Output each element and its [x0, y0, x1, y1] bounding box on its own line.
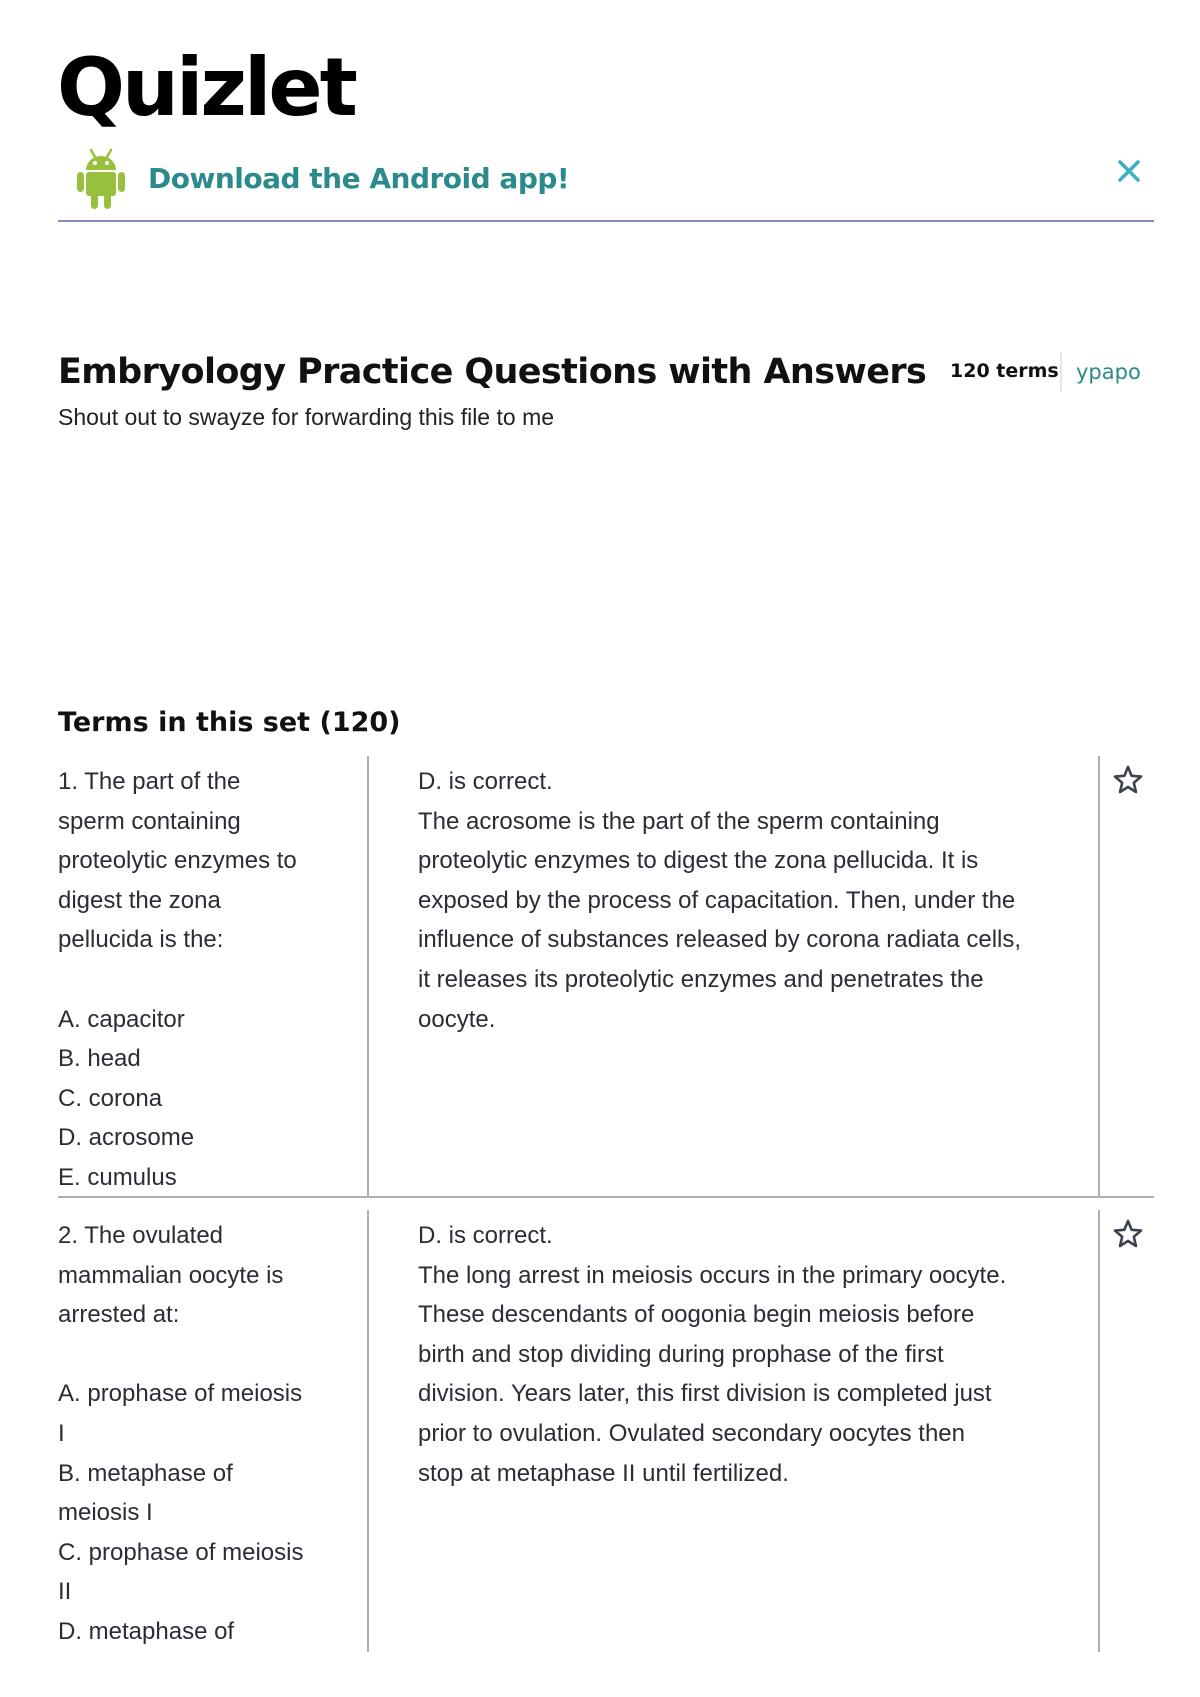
android-icon [76, 148, 126, 210]
terms-count: 120 terms [950, 360, 1059, 382]
definition-text: D. is correct. The long arrest in meiosis occurs in the primary oocyte. These descendants of oogonia begin meiosis before birth and stop dividing during prophase of the first division. Years later, this first division is completed just prior to ovulation. Ovulated secondary oocytes then stop at metaphase II until fertilized. [418, 1222, 1007, 1487]
android-app-banner[interactable] [58, 140, 1154, 222]
set-description: Shout out to swayze for forwarding this file to me [58, 404, 555, 430]
star-icon[interactable] [1112, 1218, 1144, 1250]
term-text: 1. The part of the sperm containing proteolytic enzymes to digest the zona pellucida is the: A. capacitor B. head C. corona D. acrosome E. cumulus [58, 768, 297, 1191]
column-divider [367, 756, 369, 1196]
column-divider [1098, 1210, 1100, 1652]
quizlet-logo[interactable]: Quizlet [57, 41, 355, 134]
star-icon[interactable] [1112, 764, 1144, 796]
terms-section-title: Terms in this set (120) [58, 707, 401, 738]
download-android-app-link[interactable]: Download the Android app! [148, 162, 570, 195]
meta-divider [1060, 352, 1062, 392]
definition-text: D. is correct. The acrosome is the part of the sperm containing proteolytic enzymes to digest the zona pellucida. It is exposed by the process of capacitation. Then, under the influence of substances released by corona radiata cells, it releases its proteolytic enzymes and penetrates the oocyte. [418, 768, 1022, 1033]
column-divider [1098, 756, 1100, 1196]
term-card [58, 756, 1154, 1198]
column-divider [367, 1210, 369, 1652]
set-title: Embryology Practice Questions with Answers [58, 352, 927, 392]
term-card [58, 1210, 1154, 1652]
author-link[interactable]: ypapo [1076, 360, 1141, 384]
term-text: 2. The ovulated mammalian oocyte is arrested at: A. prophase of meiosis I B. metaphase of meiosis I C. prophase of meiosis II D. metaphase of [58, 1222, 304, 1645]
close-icon[interactable] [1112, 154, 1146, 188]
